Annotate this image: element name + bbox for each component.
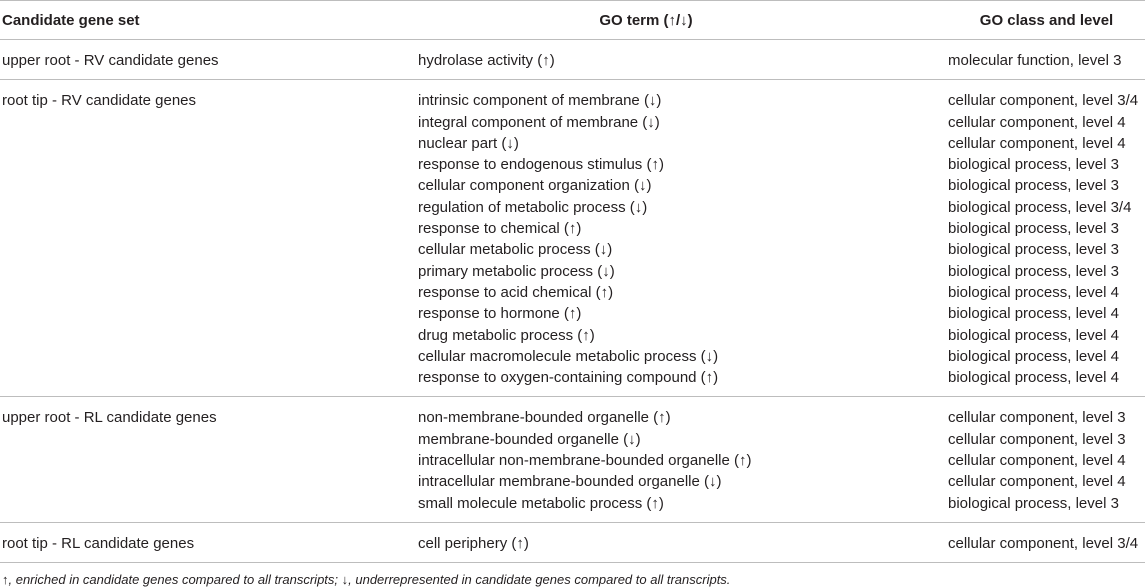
candidate-gene-set-cell: [0, 522, 418, 562]
table-row: [0, 80, 1145, 397]
go-class-level: cellular component, level 4: [948, 452, 1126, 470]
cell-spacer: [2, 554, 418, 562]
table-body: [0, 40, 1145, 563]
go-term: response to hormone (↑): [418, 305, 582, 323]
go-class-level: biological process, level 3: [948, 177, 1119, 195]
header-go-term: GO term (↑/↓): [418, 1, 948, 40]
go-classes-cell: [948, 40, 1145, 80]
go-class-level: cellular component, level 3/4: [948, 534, 1139, 552]
go-term: primary metabolic process (↓): [418, 262, 615, 280]
cell-spacer: [418, 514, 948, 522]
go-term: integral component of membrane (↓): [418, 113, 660, 131]
cell-spacer: [418, 71, 948, 79]
go-classes-cell: [948, 397, 1145, 522]
go-term: response to chemical (↑): [418, 220, 582, 238]
go-class-level: cellular component, level 4: [948, 134, 1126, 152]
go-term: cellular macromolecule metabolic process (↓): [418, 347, 719, 365]
go-term: cell periphery (↑): [418, 534, 529, 552]
cell-spacer: [418, 554, 948, 562]
go-term: small molecule metabolic process (↑): [418, 494, 664, 512]
cell-spacer: [948, 514, 1145, 522]
go-classes-cell: [948, 80, 1145, 397]
go-classes-cell: [948, 522, 1145, 562]
table-footnote: ↑, enriched in candidate genes compared to all transcripts; ↓, underrepresented in candidate genes compared to all transcripts.: [2, 572, 731, 587]
candidate-gene-set-name: root tip - RV candidate genes: [2, 92, 197, 110]
go-term: response to acid chemical (↑): [418, 283, 614, 301]
cell-spacer: [948, 71, 1145, 79]
candidate-gene-set-name: upper root - RV candidate genes: [2, 52, 219, 69]
candidate-gene-set-cell: [0, 40, 418, 80]
go-class-level: cellular component, level 4: [948, 113, 1126, 131]
table-row: [0, 40, 1145, 80]
header-candidate-gene-set: Candidate gene set: [0, 1, 418, 40]
go-class-level: biological process, level 3: [948, 156, 1119, 174]
go-terms-cell: [418, 80, 948, 397]
cell-spacer: [2, 71, 418, 79]
table-row: [0, 522, 1145, 562]
candidate-gene-set-cell: [0, 397, 418, 522]
go-term: membrane-bounded organelle (↓): [418, 430, 641, 448]
table-header: [0, 1, 1145, 40]
go-class-level: biological process, level 3: [948, 494, 1119, 512]
go-terms-cell: [418, 522, 948, 562]
go-term: response to endogenous stimulus (↑): [418, 156, 664, 174]
go-term: cellular component organization (↓): [418, 177, 652, 195]
go-term: regulation of metabolic process (↓): [418, 198, 648, 216]
go-class-level: biological process, level 3: [948, 220, 1119, 238]
go-term: hydrolase activity (↑): [418, 52, 555, 69]
go-term: cellular metabolic process (↓): [418, 241, 613, 259]
go-class-level: biological process, level 4: [948, 347, 1119, 365]
candidate-gene-set-cell: [0, 80, 418, 397]
go-class-level: cellular component, level 3/4: [948, 92, 1139, 110]
go-class-level: biological process, level 4: [948, 305, 1119, 323]
go-class-level: biological process, level 4: [948, 369, 1119, 387]
go-class-level: cellular component, level 4: [948, 473, 1126, 491]
go-class-level: cellular component, level 3: [948, 409, 1126, 427]
go-terms-cell: [418, 397, 948, 522]
go-terms-cell: [418, 40, 948, 80]
go-class-level: biological process, level 3: [948, 262, 1119, 280]
cell-spacer: [2, 429, 418, 437]
cell-spacer: [2, 112, 418, 120]
cell-spacer: [418, 388, 948, 396]
header-go-class-level: GO class and level: [948, 1, 1145, 40]
cell-spacer: [948, 554, 1145, 562]
go-term: non-membrane-bounded organelle (↑): [418, 409, 671, 427]
go-term: intracellular membrane-bounded organelle (↓): [418, 473, 722, 491]
go-class-level: cellular component, level 3: [948, 430, 1126, 448]
candidate-gene-set-name: root tip - RL candidate genes: [2, 534, 195, 552]
go-term: intracellular non-membrane-bounded organelle (↑): [418, 452, 752, 470]
go-class-level: biological process, level 3/4: [948, 198, 1132, 216]
header-row: [0, 1, 1145, 40]
cell-spacer: [948, 388, 1145, 396]
table-row: [0, 397, 1145, 522]
go-term: intrinsic component of membrane (↓): [418, 92, 662, 110]
go-class-level: biological process, level 4: [948, 326, 1119, 344]
go-term: nuclear part (↓): [418, 134, 519, 152]
go-class-level: biological process, level 4: [948, 283, 1119, 301]
go-class-level: biological process, level 3: [948, 241, 1119, 259]
go-term: response to oxygen-containing compound (↑): [418, 369, 719, 387]
go-class-level: molecular function, level 3: [948, 52, 1122, 69]
candidate-gene-set-name: upper root - RL candidate genes: [2, 409, 217, 427]
go-term: drug metabolic process (↑): [418, 326, 595, 344]
